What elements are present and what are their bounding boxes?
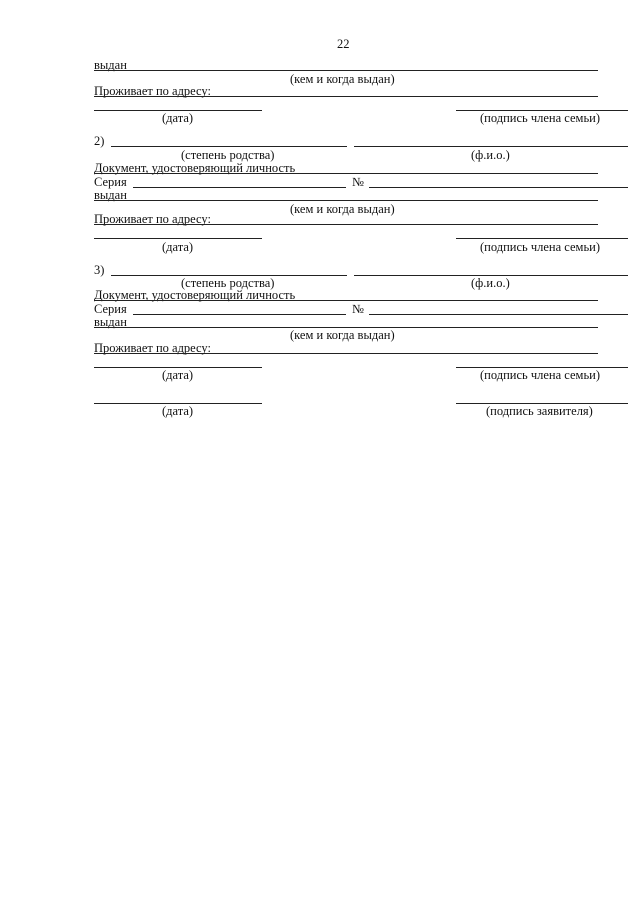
member-signature-caption: (подпись члена семьи) bbox=[480, 111, 601, 125]
number-field[interactable] bbox=[369, 314, 628, 315]
number-sign: № bbox=[352, 302, 364, 316]
address-field[interactable] bbox=[94, 224, 598, 225]
applicant-signature-caption: (подпись заявителя) bbox=[486, 404, 593, 418]
member-signature-caption: (подпись члена семьи) bbox=[480, 368, 601, 382]
member-index: 2) bbox=[94, 134, 105, 148]
series-field[interactable] bbox=[133, 314, 346, 315]
date-field[interactable] bbox=[94, 238, 262, 239]
relation-field[interactable] bbox=[111, 146, 347, 147]
address-label: Проживает по адресу: bbox=[94, 84, 211, 98]
series-field[interactable] bbox=[133, 187, 346, 188]
issued-field[interactable] bbox=[94, 200, 598, 201]
issued-by-when-caption: (кем и когда выдан) bbox=[290, 72, 395, 86]
identity-doc-field[interactable] bbox=[94, 173, 598, 174]
member-signature-field[interactable] bbox=[456, 238, 628, 239]
address-field[interactable] bbox=[94, 96, 598, 97]
address-label: Проживает по адресу: bbox=[94, 341, 211, 355]
page-number: 22 bbox=[337, 37, 350, 51]
issued-by-when-caption: (кем и когда выдан) bbox=[290, 202, 395, 216]
relation-caption: (степень родства) bbox=[181, 148, 275, 162]
identity-doc-label: Документ, удостоверяющий личность bbox=[94, 161, 296, 175]
number-field[interactable] bbox=[369, 187, 628, 188]
address-field[interactable] bbox=[94, 353, 598, 354]
series-label: Серия bbox=[94, 302, 127, 316]
date-caption: (дата) bbox=[162, 111, 194, 125]
identity-doc-label: Документ, удостоверяющий личность bbox=[94, 288, 296, 302]
issued-label: выдан bbox=[94, 58, 127, 72]
date-caption: (дата) bbox=[162, 368, 194, 382]
fio-caption: (ф.и.о.) bbox=[471, 276, 510, 290]
member-signature-caption: (подпись члена семьи) bbox=[480, 240, 601, 254]
fio-field[interactable] bbox=[354, 146, 628, 147]
number-sign: № bbox=[352, 175, 364, 189]
relation-caption: (степень родства) bbox=[181, 276, 275, 290]
identity-doc-field[interactable] bbox=[94, 300, 598, 301]
member-index: 3) bbox=[94, 263, 105, 277]
issued-label: выдан bbox=[94, 188, 127, 202]
issued-label: выдан bbox=[94, 315, 127, 329]
issued-by-when-caption: (кем и когда выдан) bbox=[290, 328, 395, 342]
address-label: Проживает по адресу: bbox=[94, 212, 211, 226]
date-caption: (дата) bbox=[162, 404, 194, 418]
series-label: Серия bbox=[94, 175, 127, 189]
fio-caption: (ф.и.о.) bbox=[471, 148, 510, 162]
issued-field[interactable] bbox=[94, 70, 598, 71]
date-caption: (дата) bbox=[162, 240, 194, 254]
